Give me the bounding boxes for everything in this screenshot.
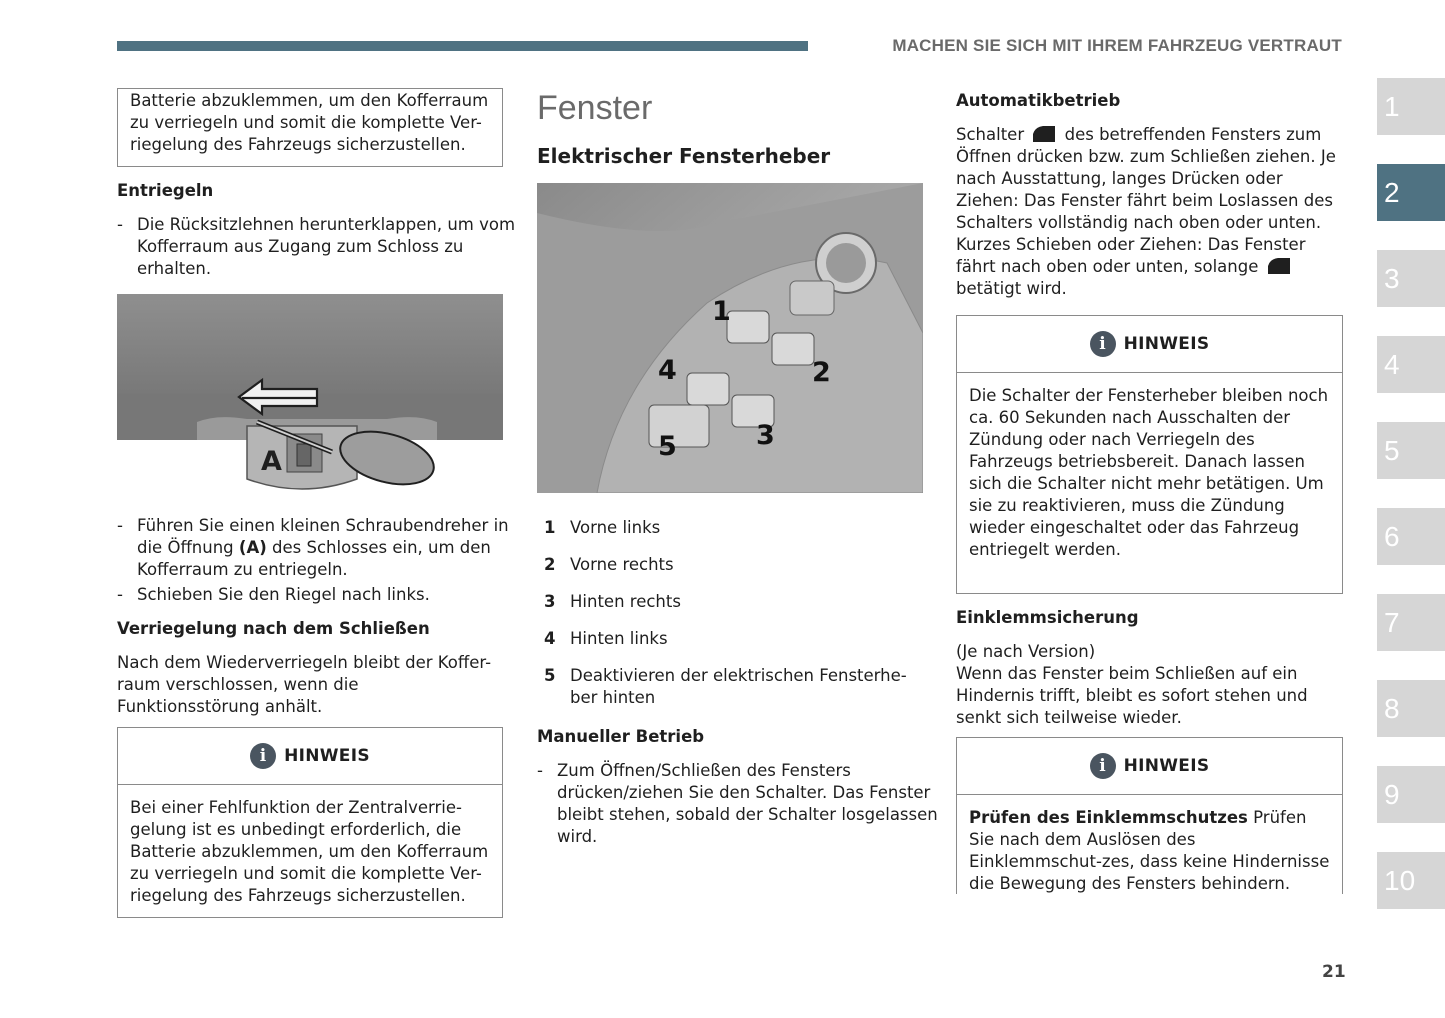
chapter-tab-6[interactable]: 6 xyxy=(1377,508,1445,565)
hinweis-text: Die Schalter der Fensterheber bleiben noch ca. 60 Sekunden nach Ausschalten der Zündung oder nach Verriegeln des Fahrzeugs betriebsbereit. Danach lassen sich die Schalter nicht mehr betätigen. Um sie zu reaktivieren, muss die Zündung wieder eingeschaltet oder das Fahrzeug entriegelt werden. xyxy=(969,386,1329,559)
list-item: 1 Vorne links xyxy=(544,518,661,537)
info-icon: i xyxy=(250,743,276,769)
info-icon: i xyxy=(1090,331,1116,357)
hinweis-label: HINWEIS xyxy=(284,746,370,766)
callout-2: 2 xyxy=(812,357,831,388)
window-switch-icon xyxy=(1031,124,1057,144)
callout-4: 4 xyxy=(658,355,677,386)
chapter-tab-8[interactable]: 8 xyxy=(1377,680,1445,737)
chapter-tab-10[interactable]: 10 xyxy=(1377,852,1445,909)
continued-note-text: Batterie abzuklemmen, um den Kofferraum zu verriegeln und somit die komplette Ver-riegelung des Fahrzeugs sicherzustellen. xyxy=(130,91,489,154)
hinweis-box xyxy=(956,737,1343,894)
verriegelung-text: Nach dem Wiederverriegeln bleibt der Koffer-raum verschlossen, wenn die Funktionsstörung anhält. xyxy=(117,653,492,716)
trunk-lock-illustration xyxy=(117,294,503,492)
einklemm-text: Wenn das Fenster beim Schließen auf ein Hindernis trifft, bleibt es sofort stehen und senkt sich teilweise wieder. xyxy=(956,664,1308,727)
list-item: - Schieben Sie den Riegel nach links. xyxy=(117,585,430,604)
info-icon: i xyxy=(1090,753,1116,779)
chapter-tab-1[interactable]: 1 xyxy=(1377,78,1445,135)
list-item: - Zum Öffnen/Schließen des Fensters drücken/ziehen Sie den Schalter. Das Fenster bleibt stehen, sobald der Schalter losgelassen wird. xyxy=(537,761,938,846)
callout-1: 1 xyxy=(712,296,731,327)
list-item: - Führen Sie einen kleinen Schraubendreher in die Öffnung (A) des Schlosses ein, um den Kofferraum zu entriegeln. xyxy=(117,516,509,579)
chapter-tab-4[interactable]: 4 xyxy=(1377,336,1445,393)
auto-text: Schalter des betreffenden Fensters zum Öffnen drücken bzw. zum Schließen ziehen. Je nach Ausstattung, langes Drücken oder Ziehen: Das Fenster fährt beim Loslassen des Schalters vollständig nach oben oder unten. Kurzes Schieben oder Ziehen: Das Fenster fährt nach oben oder unten, solange betätigt wird. xyxy=(956,125,1336,298)
switch-legend-list xyxy=(537,517,923,709)
continued-note-box xyxy=(117,88,503,167)
section-subtitle: Elektrischer Fensterheber xyxy=(537,144,831,168)
header-accent-bar xyxy=(117,41,808,51)
chapter-tab-3[interactable]: 3 xyxy=(1377,250,1445,307)
hinweis-text: Prüfen des Einklemmschutzes Prüfen Sie nach dem Auslösen des Einklemmschut-zes, dass keine Hindernisse die Bewegung des Fensters behindern. xyxy=(969,808,1330,893)
hinweis-header xyxy=(118,728,502,785)
list-item: 5 Deaktivieren der elektrischen Fensterhe-ber hinten xyxy=(544,666,907,707)
hinweis-box xyxy=(117,727,503,918)
page-number: 21 xyxy=(1322,962,1346,982)
list-item: 2 Vorne rechts xyxy=(544,555,674,574)
einklemm-heading: Einklemmsicherung xyxy=(956,608,1139,627)
chapter-tab-5[interactable]: 5 xyxy=(1377,422,1445,479)
section-title: Fenster xyxy=(537,89,653,127)
hinweis-label: HINWEIS xyxy=(1123,334,1210,354)
hinweis-header xyxy=(957,316,1342,373)
list-item: - Die Rücksitzlehnen herunterklappen, um vom Kofferraum aus Zugang zum Schloss zu erhalten. xyxy=(117,215,516,278)
hinweis-header xyxy=(957,738,1342,795)
chapter-tab-2[interactable]: 2 xyxy=(1377,164,1445,221)
einklemm-version: (Je nach Version) xyxy=(956,642,1096,661)
chapter-tab-9[interactable]: 9 xyxy=(1377,766,1445,823)
entriegeln-heading: Entriegeln xyxy=(117,181,214,200)
callout-3: 3 xyxy=(756,420,775,451)
hinweis-label: HINWEIS xyxy=(1123,756,1210,776)
callout-5: 5 xyxy=(658,431,677,462)
verriegelung-heading: Verriegelung nach dem Schließen xyxy=(117,619,430,638)
hinweis-box xyxy=(956,315,1343,594)
list-item: 3 Hinten rechts xyxy=(544,592,681,611)
running-header: MACHEN SIE SICH MIT IHREM FAHRZEUG VERTRAUT xyxy=(892,36,1342,55)
window-switch-panel-illustration xyxy=(537,183,923,493)
manuell-heading: Manueller Betrieb xyxy=(537,727,705,746)
hinweis-text: Bei einer Fehlfunktion der Zentralverrie-gelung ist es unbedingt erforderlich, die Batterie abzuklemmen, um den Kofferraum zu verriegeln und somit die komplette Ver-riegelung des Fahrzeugs sicherzustellen. xyxy=(130,798,489,905)
chapter-tab-7[interactable]: 7 xyxy=(1377,594,1445,651)
lock-opening-label: A xyxy=(261,446,282,477)
window-switch-icon xyxy=(1266,256,1292,276)
auto-heading: Automatikbetrieb xyxy=(956,91,1121,110)
list-item: 4 Hinten links xyxy=(544,629,668,648)
